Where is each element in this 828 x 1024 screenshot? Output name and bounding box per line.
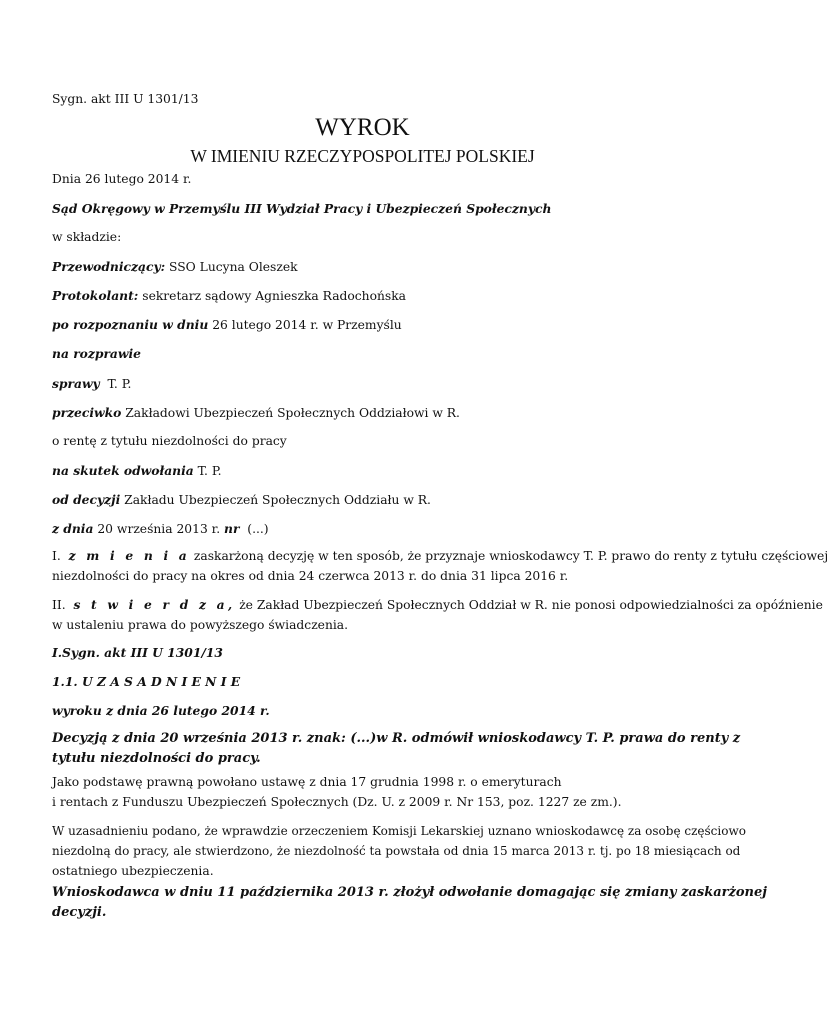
justification-heading: 1.1. U Z A S A D N I E N I E — [52, 674, 241, 689]
subject-line: o rentę z tytułu niezdolności do pracy — [52, 434, 287, 448]
decision-from-line — [52, 492, 431, 507]
case-signature-2: I.Sygn. akt III U 1301/13 — [52, 645, 223, 660]
case-value: T. P. — [99, 377, 132, 391]
ruling-2-line-2: w ustaleniu prawa do powyższego świadczenia. — [52, 618, 349, 632]
reasoning-paragraph — [52, 821, 746, 881]
recorder-label: Protokolant: — [52, 288, 139, 303]
hearing-line: na rozprawie — [52, 346, 141, 361]
ruling-1-text-1: zaskarżoną decyzję w ten sposób, że przyznaje wnioskodawcy T. P. prawo do renty z tytułu częściowej — [189, 549, 828, 563]
chair-label: Przewodniczący: — [52, 259, 166, 274]
recorder-line — [52, 288, 406, 303]
decision-paragraph — [52, 729, 741, 769]
decision-date-label: z dnia — [52, 521, 94, 536]
appeal-paragraph-line-1: Wnioskodawca w dniu 11 października 2013 r. złożył odwołanie domagając się zmiany zaskarżonej — [52, 885, 767, 900]
ruling-1-verb: z m i e n i a — [68, 548, 190, 563]
ruling-2-num: II. — [52, 598, 66, 612]
chair-value: SSO Lucyna Oleszek — [165, 260, 298, 274]
recorder-value: sekretarz sądowy Agnieszka Radochońska — [138, 289, 407, 303]
appeal-line — [52, 463, 222, 478]
decision-number-label: nr — [224, 521, 240, 536]
reasoning-line-1: W uzasadnieniu podano, że wprawdzie orzeczeniem Komisji Lekarskiej uznano wnioskodawcę za osobę częściowo — [52, 824, 746, 838]
ruling-2 — [52, 595, 823, 635]
decision-paragraph-line-1: Decyzją z dnia 20 września 2013 r. znak: (...)w R. odmówił wnioskodawcy T. P. prawa do renty z — [52, 731, 741, 746]
examined-line — [52, 317, 402, 332]
appeal-paragraph — [52, 883, 767, 923]
decision-paragraph-line-2: tytułu niezdolności do pracy. — [52, 751, 261, 766]
against-label: przeciwko — [52, 405, 122, 420]
decision-date-value: 20 września 2013 r. — [93, 522, 225, 536]
judgment-of-line: wyroku z dnia 26 lutego 2014 r. — [52, 703, 270, 718]
chair-line — [52, 259, 298, 274]
ruling-1 — [52, 546, 828, 586]
against-line — [52, 405, 460, 420]
appeal-label: na skutek odwołania — [52, 463, 194, 478]
examined-value: 26 lutego 2014 r. w Przemyślu — [208, 318, 402, 332]
ruling-2-line-1 — [52, 595, 823, 615]
document-subtitle: W IMIENIU RZECZYPOSPOLITEJ POLSKIEJ — [190, 146, 535, 166]
ruling-1-line-1 — [52, 546, 828, 566]
legal-basis-paragraph — [52, 772, 676, 812]
composition-line: w składzie: — [52, 230, 122, 244]
decision-from-value: Zakładu Ubezpieczeń Społecznych Oddziału w R. — [120, 493, 431, 507]
reasoning-line-3: ostatniego ubezpieczenia. — [52, 864, 214, 878]
case-line — [52, 376, 131, 391]
legal-basis-line-1: Jako podstawę prawną powołano ustawę z dnia 17 grudnia 1998 r. o emeryturach — [52, 775, 562, 789]
case-label: sprawy — [52, 376, 100, 391]
ruling-2-text-1: że Zakład Ubezpieczeń Społecznych Oddział w R. nie ponosi odpowiedzialności za opóźnienie — [235, 598, 823, 612]
ruling-1-line-2: niezdolności do pracy na okres od dnia 24 czerwca 2013 r. do dnia 31 lipca 2016 r. — [52, 569, 569, 583]
decision-number-value: (...) — [239, 522, 269, 536]
against-value: Zakładowi Ubezpieczeń Społecznych Oddziałowi w R. — [121, 406, 460, 420]
legal-basis-line-2: i rentach z Funduszu Ubezpieczeń Społecznych (Dz. U. z 2009 r. Nr 153, poz. 1227 ze zm.). — [52, 795, 622, 809]
ruling-2-verb: s t w i e r d z a, — [73, 597, 236, 612]
reasoning-line-2: niezdolną do pracy, ale stwierdzono, że niezdolność ta powstała od dnia 15 marca 2013 r. tj. po 18 miesiącach od — [52, 844, 741, 858]
document-title: WYROK — [315, 114, 410, 141]
case-signature: Sygn. akt III U 1301/13 — [52, 92, 199, 106]
court-name: Sąd Okręgowy w Przemyślu III Wydział Pracy i Ubezpieczeń Społecznych — [52, 201, 552, 216]
appeal-value: T. P. — [193, 464, 222, 478]
decision-from-label: od decyzji — [52, 492, 121, 507]
decision-date-line — [52, 521, 269, 536]
date-line: Dnia 26 lutego 2014 r. — [52, 172, 192, 186]
appeal-paragraph-line-2: decyzji. — [52, 905, 107, 920]
examined-label: po rozpoznaniu w dniu — [52, 317, 209, 332]
ruling-1-num: I. — [52, 549, 61, 563]
